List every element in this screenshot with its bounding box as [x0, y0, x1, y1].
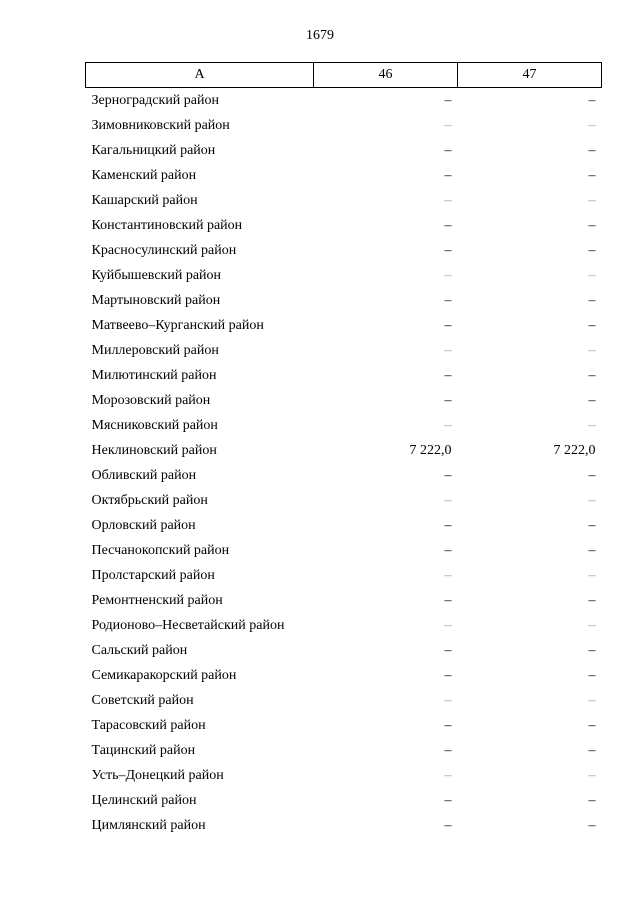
- table-row: [86, 713, 602, 738]
- value-col-47: –: [588, 642, 596, 658]
- value-col-47: –: [588, 317, 596, 333]
- value-col-46: –: [444, 342, 452, 358]
- table-row: [86, 813, 602, 838]
- table-row: [86, 538, 602, 563]
- district-name: Октябрьский район: [91, 492, 208, 508]
- value-col-47: –: [588, 567, 596, 583]
- value-col-46: –: [444, 167, 452, 183]
- district-name: Кашарский район: [91, 192, 198, 208]
- header-col-47: 47: [458, 63, 602, 88]
- district-name: Мясниковский район: [91, 417, 218, 433]
- table-row: [86, 363, 602, 388]
- value-col-46: –: [444, 467, 452, 483]
- value-col-47: –: [588, 817, 596, 833]
- value-col-47: –: [588, 367, 596, 383]
- value-col-46: –: [444, 542, 452, 558]
- data-table: [85, 62, 602, 838]
- district-name: Константиновский район: [91, 217, 243, 233]
- district-name: Цимлянский район: [91, 817, 206, 833]
- district-name: Обливский район: [91, 467, 197, 483]
- district-name: Зерноградский район: [91, 92, 219, 108]
- table-row: [86, 263, 602, 288]
- value-col-47: –: [588, 742, 596, 758]
- value-col-46: –: [444, 692, 452, 708]
- district-name: Пролстарский район: [91, 567, 215, 583]
- value-col-47: –: [588, 267, 596, 283]
- table-row: [86, 238, 602, 263]
- district-name: Орловский район: [91, 517, 196, 533]
- value-col-46: –: [444, 517, 452, 533]
- district-name: Каменский район: [91, 167, 197, 183]
- value-col-46: –: [444, 567, 452, 583]
- table-row: [86, 163, 602, 188]
- value-col-46: –: [444, 667, 452, 683]
- value-col-47: –: [588, 217, 596, 233]
- table-row: [86, 213, 602, 238]
- value-col-46: –: [444, 617, 452, 633]
- value-col-46: –: [444, 392, 452, 408]
- table-body: [86, 88, 602, 839]
- district-name: Семикаракорский район: [91, 667, 237, 683]
- value-col-46: –: [444, 267, 452, 283]
- table-row: [86, 588, 602, 613]
- table-row: [86, 613, 602, 638]
- district-name: Советский район: [91, 692, 194, 708]
- value-col-47: –: [588, 192, 596, 208]
- district-name: Родионово–Несветайский район: [91, 617, 285, 633]
- table-row: [86, 763, 602, 788]
- table-row: [86, 88, 602, 114]
- value-col-46: –: [444, 142, 452, 158]
- table-row: [86, 463, 602, 488]
- value-col-47: –: [588, 242, 596, 258]
- table-row: [86, 563, 602, 588]
- value-col-46: –: [444, 767, 452, 783]
- district-name: Ремонтненский район: [91, 592, 223, 608]
- value-col-47: –: [588, 167, 596, 183]
- value-col-47: –: [588, 717, 596, 733]
- table-row: [86, 138, 602, 163]
- table-row: [86, 788, 602, 813]
- table-header: [86, 63, 602, 88]
- district-name: Усть–Донецкий район: [91, 767, 224, 783]
- district-name: Зимовниковский район: [91, 117, 230, 133]
- table-row: [86, 638, 602, 663]
- value-col-47: –: [588, 117, 596, 133]
- district-name: Миллеровский район: [91, 342, 219, 358]
- value-col-46: –: [444, 192, 452, 208]
- table-row: [86, 688, 602, 713]
- value-col-47: –: [588, 517, 596, 533]
- value-col-46: –: [444, 792, 452, 808]
- header-col-a: А: [86, 63, 314, 88]
- value-col-47: –: [588, 392, 596, 408]
- district-name: Красносулинский район: [91, 242, 237, 258]
- value-col-46: –: [444, 367, 452, 383]
- value-col-47: –: [588, 692, 596, 708]
- value-col-47: –: [588, 617, 596, 633]
- value-col-47: –: [588, 792, 596, 808]
- value-col-47: –: [588, 667, 596, 683]
- district-name: Милютинский район: [91, 367, 217, 383]
- value-col-46: –: [444, 417, 452, 433]
- table-row: [86, 288, 602, 313]
- table-row: [86, 188, 602, 213]
- district-name: Матвеево–Курганский район: [91, 317, 264, 333]
- table-row: [86, 663, 602, 688]
- table-row: [86, 738, 602, 763]
- value-col-47: –: [588, 142, 596, 158]
- value-col-46: –: [444, 92, 452, 108]
- district-name: Морозовский район: [91, 392, 211, 408]
- table-row: [86, 313, 602, 338]
- district-name: Кагальницкий район: [91, 142, 216, 158]
- header-col-46: 46: [314, 63, 458, 88]
- table-row: [86, 513, 602, 538]
- district-name: Неклиновский район: [91, 442, 217, 458]
- district-name: Сальский район: [91, 642, 188, 658]
- value-col-47: –: [588, 417, 596, 433]
- table-row: [86, 413, 602, 438]
- value-col-46: –: [444, 592, 452, 608]
- district-name: Тацинский район: [91, 742, 196, 758]
- value-col-47: –: [588, 592, 596, 608]
- district-name: Куйбышевский район: [91, 267, 222, 283]
- district-name: Песчанокопский район: [91, 542, 230, 558]
- value-col-46: –: [444, 717, 452, 733]
- value-col-47: –: [588, 767, 596, 783]
- district-name: Мартыновский район: [91, 292, 221, 308]
- table-row: [86, 438, 602, 463]
- value-col-46: –: [444, 492, 452, 508]
- value-col-47: –: [588, 342, 596, 358]
- value-col-46: –: [444, 242, 452, 258]
- table-row: [86, 338, 602, 363]
- value-col-46: –: [444, 117, 452, 133]
- value-col-46: 7 222,0: [409, 442, 452, 458]
- value-col-46: –: [444, 217, 452, 233]
- table-row: [86, 488, 602, 513]
- district-name: Тарасовский район: [91, 717, 206, 733]
- value-col-46: –: [444, 292, 452, 308]
- value-col-46: –: [444, 742, 452, 758]
- value-col-47: 7 222,0: [553, 442, 596, 458]
- value-col-47: –: [588, 292, 596, 308]
- page-number: 1679: [306, 28, 334, 43]
- value-col-47: –: [588, 467, 596, 483]
- district-name: Целинский район: [91, 792, 197, 808]
- header-row: [86, 63, 602, 88]
- value-col-47: –: [588, 542, 596, 558]
- value-col-46: –: [444, 817, 452, 833]
- table-row: [86, 113, 602, 138]
- value-col-46: –: [444, 642, 452, 658]
- value-col-47: –: [588, 92, 596, 108]
- table-row: [86, 388, 602, 413]
- value-col-47: –: [588, 492, 596, 508]
- value-col-46: –: [444, 317, 452, 333]
